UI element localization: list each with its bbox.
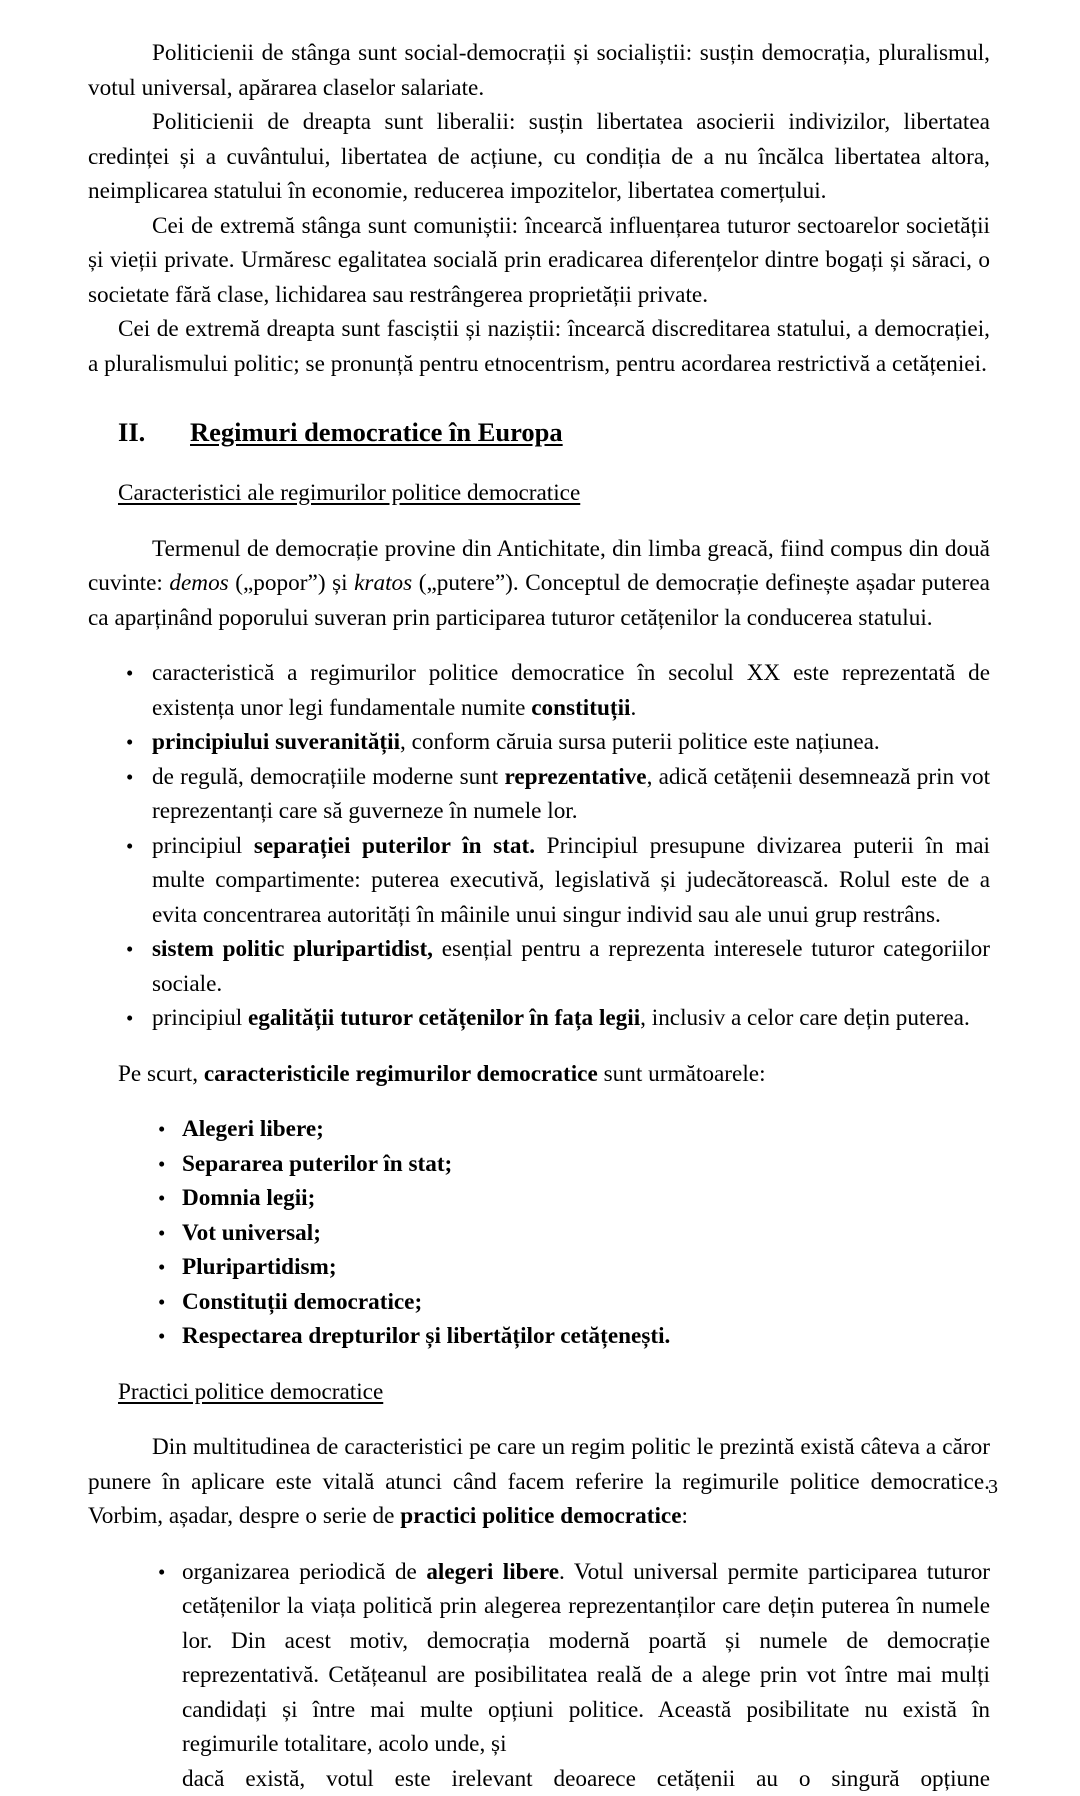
definition-part-3: („putere”). Conceptul de democrație definește așadar puterea ca aparținând poporului suveran prin participarea tuturor cetățenilor la conducerea statului. (88, 570, 990, 631)
item-post: . (630, 695, 636, 721)
list-item: • Separarea puterilor în stat; (88, 1147, 990, 1182)
italic-demos: demos (169, 570, 228, 596)
section-heading-number: II. (118, 417, 190, 448)
item-bold: principiului suveranității (152, 729, 400, 755)
spacer (88, 635, 990, 656)
document-body (88, 36, 990, 1796)
item-bold: constituții (531, 695, 630, 721)
item-pre: caracteristică a regimurilor politice democratice în secolul XX este reprezentată de existența unor legi fundamentale numite (152, 660, 990, 721)
list-item: • Constituții democratice; (88, 1285, 990, 1320)
item-pre: organizarea periodică de (182, 1559, 426, 1585)
item-bold: alegeri libere (426, 1559, 559, 1585)
paragraph-far-left-communists: Cei de extremă stânga sunt comuniștii: încearcă influențarea tuturor sectoarelor societății și vieții private. Urmăresc egalitatea socială prin eradicarea diferențelor dintre bogați și săraci, o societate fără clase, lichidarea sau restrângerea proprietății private. (88, 209, 990, 313)
item-bold: egalității tuturor cetățenilor în fața legii (248, 1005, 640, 1031)
practices-bold: practici politice democratice (400, 1503, 681, 1529)
item-post: , inclusiv a celor care dețin puterea. (640, 1005, 970, 1031)
paragraph-left-politicians: Politicienii de stânga sunt social-democrații și socialiștii: susțin democrația, pluralismul, votul universal, apărarea claselor salariate. (88, 36, 990, 105)
list-item (88, 1555, 990, 1796)
item-pre: principiul (152, 833, 254, 859)
item-pre: de regulă, democrațiile moderne sunt (152, 764, 505, 790)
summary-lead-part-1: Pe scurt, (118, 1061, 204, 1087)
list-item (88, 725, 990, 760)
list-item (88, 1001, 990, 1036)
subheading-practices (118, 1375, 990, 1410)
item-bold: separației puterilor în stat. (254, 833, 535, 859)
paragraph-democracy-definition (88, 532, 990, 636)
list-item (88, 656, 990, 725)
subheading-characteristics-text: Caracteristici ale regimurilor politice democratice (118, 480, 580, 506)
definition-part-1: Termenul de democrație provine din Antichitate, din limba greacă, fiind compus din două cuvinte: (88, 536, 990, 597)
section-heading (118, 417, 990, 448)
item-post: . Votul universal permite participarea tuturor cetățenilor la viața politică prin alegerea reprezentanților care dețin puterea în numele lor. Din acest motiv, democrația modernă poartă și numele de democrație reprezentativă. Cetățeanul are posibilitatea reală de a alege prin vot între mai mulți candidați și între mai multe opțiuni politice. Această posibilitate nu există în regimurile totalitare, acolo unde, și (182, 1559, 990, 1758)
summary-lead-part-2: sunt următoarele: (598, 1061, 766, 1087)
spacer (88, 1354, 990, 1375)
spacer (88, 1091, 990, 1112)
list-item (88, 932, 990, 1001)
italic-kratos: kratos (354, 570, 412, 596)
item-last-line: dacă există, votul este irelevant deoarece cetățenii au o singură opțiune (182, 1762, 990, 1796)
list-summary-characteristics (88, 1112, 990, 1354)
summary-lead-bold: caracteristicile regimurilor democratice (204, 1061, 598, 1087)
list-practices (88, 1555, 990, 1796)
paragraph-summary-lead (88, 1057, 990, 1092)
item-post: , conform căruia sursa puterii politice este națiunea. (400, 729, 880, 755)
subheading-characteristics (118, 476, 990, 511)
item-bold: reprezentative (505, 764, 647, 790)
spacer (88, 511, 990, 532)
subheading-practices-text: Practici politice democratice (118, 1379, 383, 1405)
list-item (88, 829, 990, 933)
item-pre: principiul (152, 1005, 248, 1031)
spacer (88, 1409, 990, 1430)
paragraph-far-right-fascists: Cei de extremă dreapta sunt fasciștii și naziștii: încearcă discreditarea statului, a democrației, a pluralismului politic; se pronunță pentru etnocentrism, pentru acordarea restrictivă a cetățeniei. (88, 312, 990, 381)
list-characteristics (88, 656, 990, 1036)
item-post: Principiul presupune divizarea puterii în mai multe compartimente: puterea executivă, legislativă și judecătorească. Rolul este de a evita concentrarea autorități în mâinile unui singur individ sau ale unui grup restrâns. (152, 833, 990, 928)
practices-part-1: Din multitudinea de caracteristici pe care un regim politic le prezintă există câteva a căror punere în aplicare este vitală atunci când facem referire la regimurile politice democratice. Vorbim, așadar, despre o serie de (88, 1434, 990, 1529)
page-number: 3 (988, 1475, 998, 1499)
definition-part-2: („popor”) și (229, 570, 354, 596)
list-item (88, 760, 990, 829)
spacer (88, 1036, 990, 1057)
paragraph-right-politicians: Politicienii de dreapta sunt liberalii: susțin libertatea asocierii indivizilor, libertatea credinței și a cuvântului, libertatea de acțiune, cu condiția de a nu încălca libertatea altora, neimplicarea statului în economie, reducerea impozitelor, libertatea comerțului. (88, 105, 990, 209)
paragraph-practices-intro (88, 1430, 990, 1534)
practices-part-2: : (682, 1503, 688, 1529)
item-post: , adică cetățenii desemnează prin vot reprezentanți care să guverneze în numele lor. (152, 764, 990, 825)
list-item: • Alegeri libere; (88, 1112, 990, 1147)
item-bold: sistem politic pluripartidist, (152, 936, 433, 962)
spacer (88, 1534, 990, 1555)
section-heading-title: Regimuri democratice în Europa (190, 417, 563, 448)
list-item: • Vot universal; (88, 1216, 990, 1251)
item-post: esențial pentru a reprezenta interesele tuturor categoriilor sociale. (152, 936, 990, 997)
list-item: • Pluripartidism; (88, 1250, 990, 1285)
list-item: • Domnia legii; (88, 1181, 990, 1216)
list-item: • Respectarea drepturilor și libertăților cetățenești. (88, 1319, 990, 1354)
